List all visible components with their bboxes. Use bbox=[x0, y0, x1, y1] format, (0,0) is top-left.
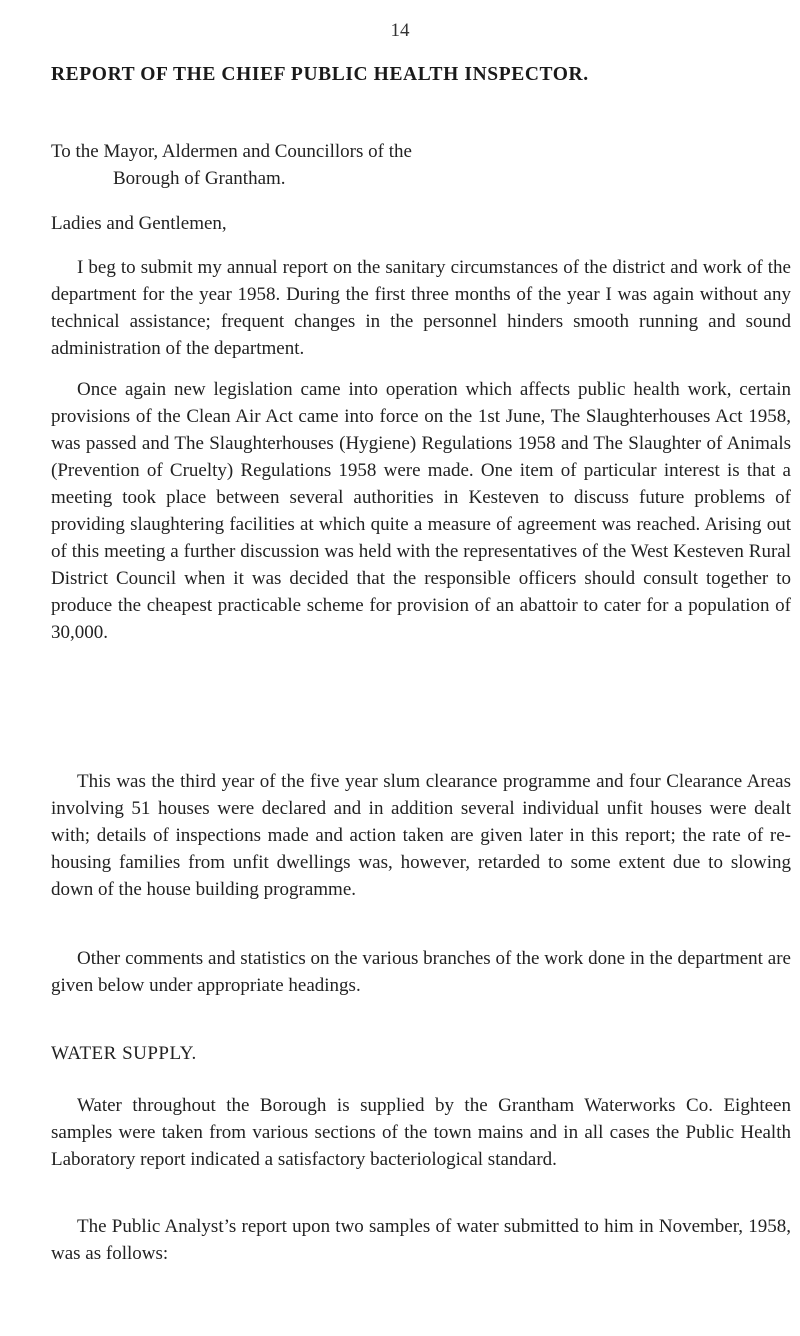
addressee-block bbox=[51, 138, 651, 192]
paragraph-public-analyst: The Public Analyst’s report upon two samples of water submitted to him in November, 1958, was as follows: bbox=[51, 1216, 791, 1264]
paragraph-legislation: Once again new legislation came into operation which affects public health work, certain provisions of the Clean Air Act came into force on the 1st June, The Slaughterhouses Act 1958, was passed and The Slaughterhouses (Hygiene) Regulations 1958 and The Slaughter of Animals (Prevention of Cruelty) Regulations 1958 were made. One item of particular interest is that a meeting took place between several authorities in Kesteven to discuss future problems of providing slaughtering facilities at which quite a measure of agreement was reached. Arising out of this meeting a further discussion was held with the representatives of the West Kesteven Rural District Council when it was decided that the responsible officers should consult together to produce the cheapest practicable scheme for provision of an abattoir to cater for a population of 30,000. bbox=[51, 379, 791, 643]
report-title: REPORT OF THE CHIEF PUBLIC HEALTH INSPECTOR. bbox=[51, 64, 589, 85]
addressee-line-2: Borough of Grantham. bbox=[113, 168, 286, 189]
salutation: Ladies and Gentlemen, bbox=[51, 213, 227, 234]
paragraph-water-supply: Water throughout the Borough is supplied by the Grantham Waterworks Co. Eighteen samples were taken from various sections of the town mains and in all cases the Public Health Laboratory report indicated a satisfactory bacteriological standard. bbox=[51, 1095, 791, 1170]
page-number: 14 bbox=[390, 20, 410, 41]
paragraph-other-comments: Other comments and statistics on the various branches of the work done in the department are given below under appropriate headings. bbox=[51, 948, 791, 996]
paragraph-intro: I beg to submit my annual report on the sanitary circumstances of the district and work of the department for the year 1958. During the first three months of the year I was again without any technical assistance; frequent changes in the personnel hinders smooth running and sound administration of the department. bbox=[51, 257, 791, 359]
section-heading-water-supply: WATER SUPPLY. bbox=[51, 1043, 197, 1064]
addressee-line-1: To the Mayor, Aldermen and Councillors of the bbox=[51, 141, 412, 162]
paragraph-slum-clearance: This was the third year of the five year slum clearance programme and four Clearance Areas involving 51 houses were declared and in addition several individual unfit houses were dealt with; details of inspections made and action taken are given later in this report; the rate of re-housing families from unfit dwellings was, however, retarded to some extent due to slowing down of the house building programme. bbox=[51, 771, 791, 900]
